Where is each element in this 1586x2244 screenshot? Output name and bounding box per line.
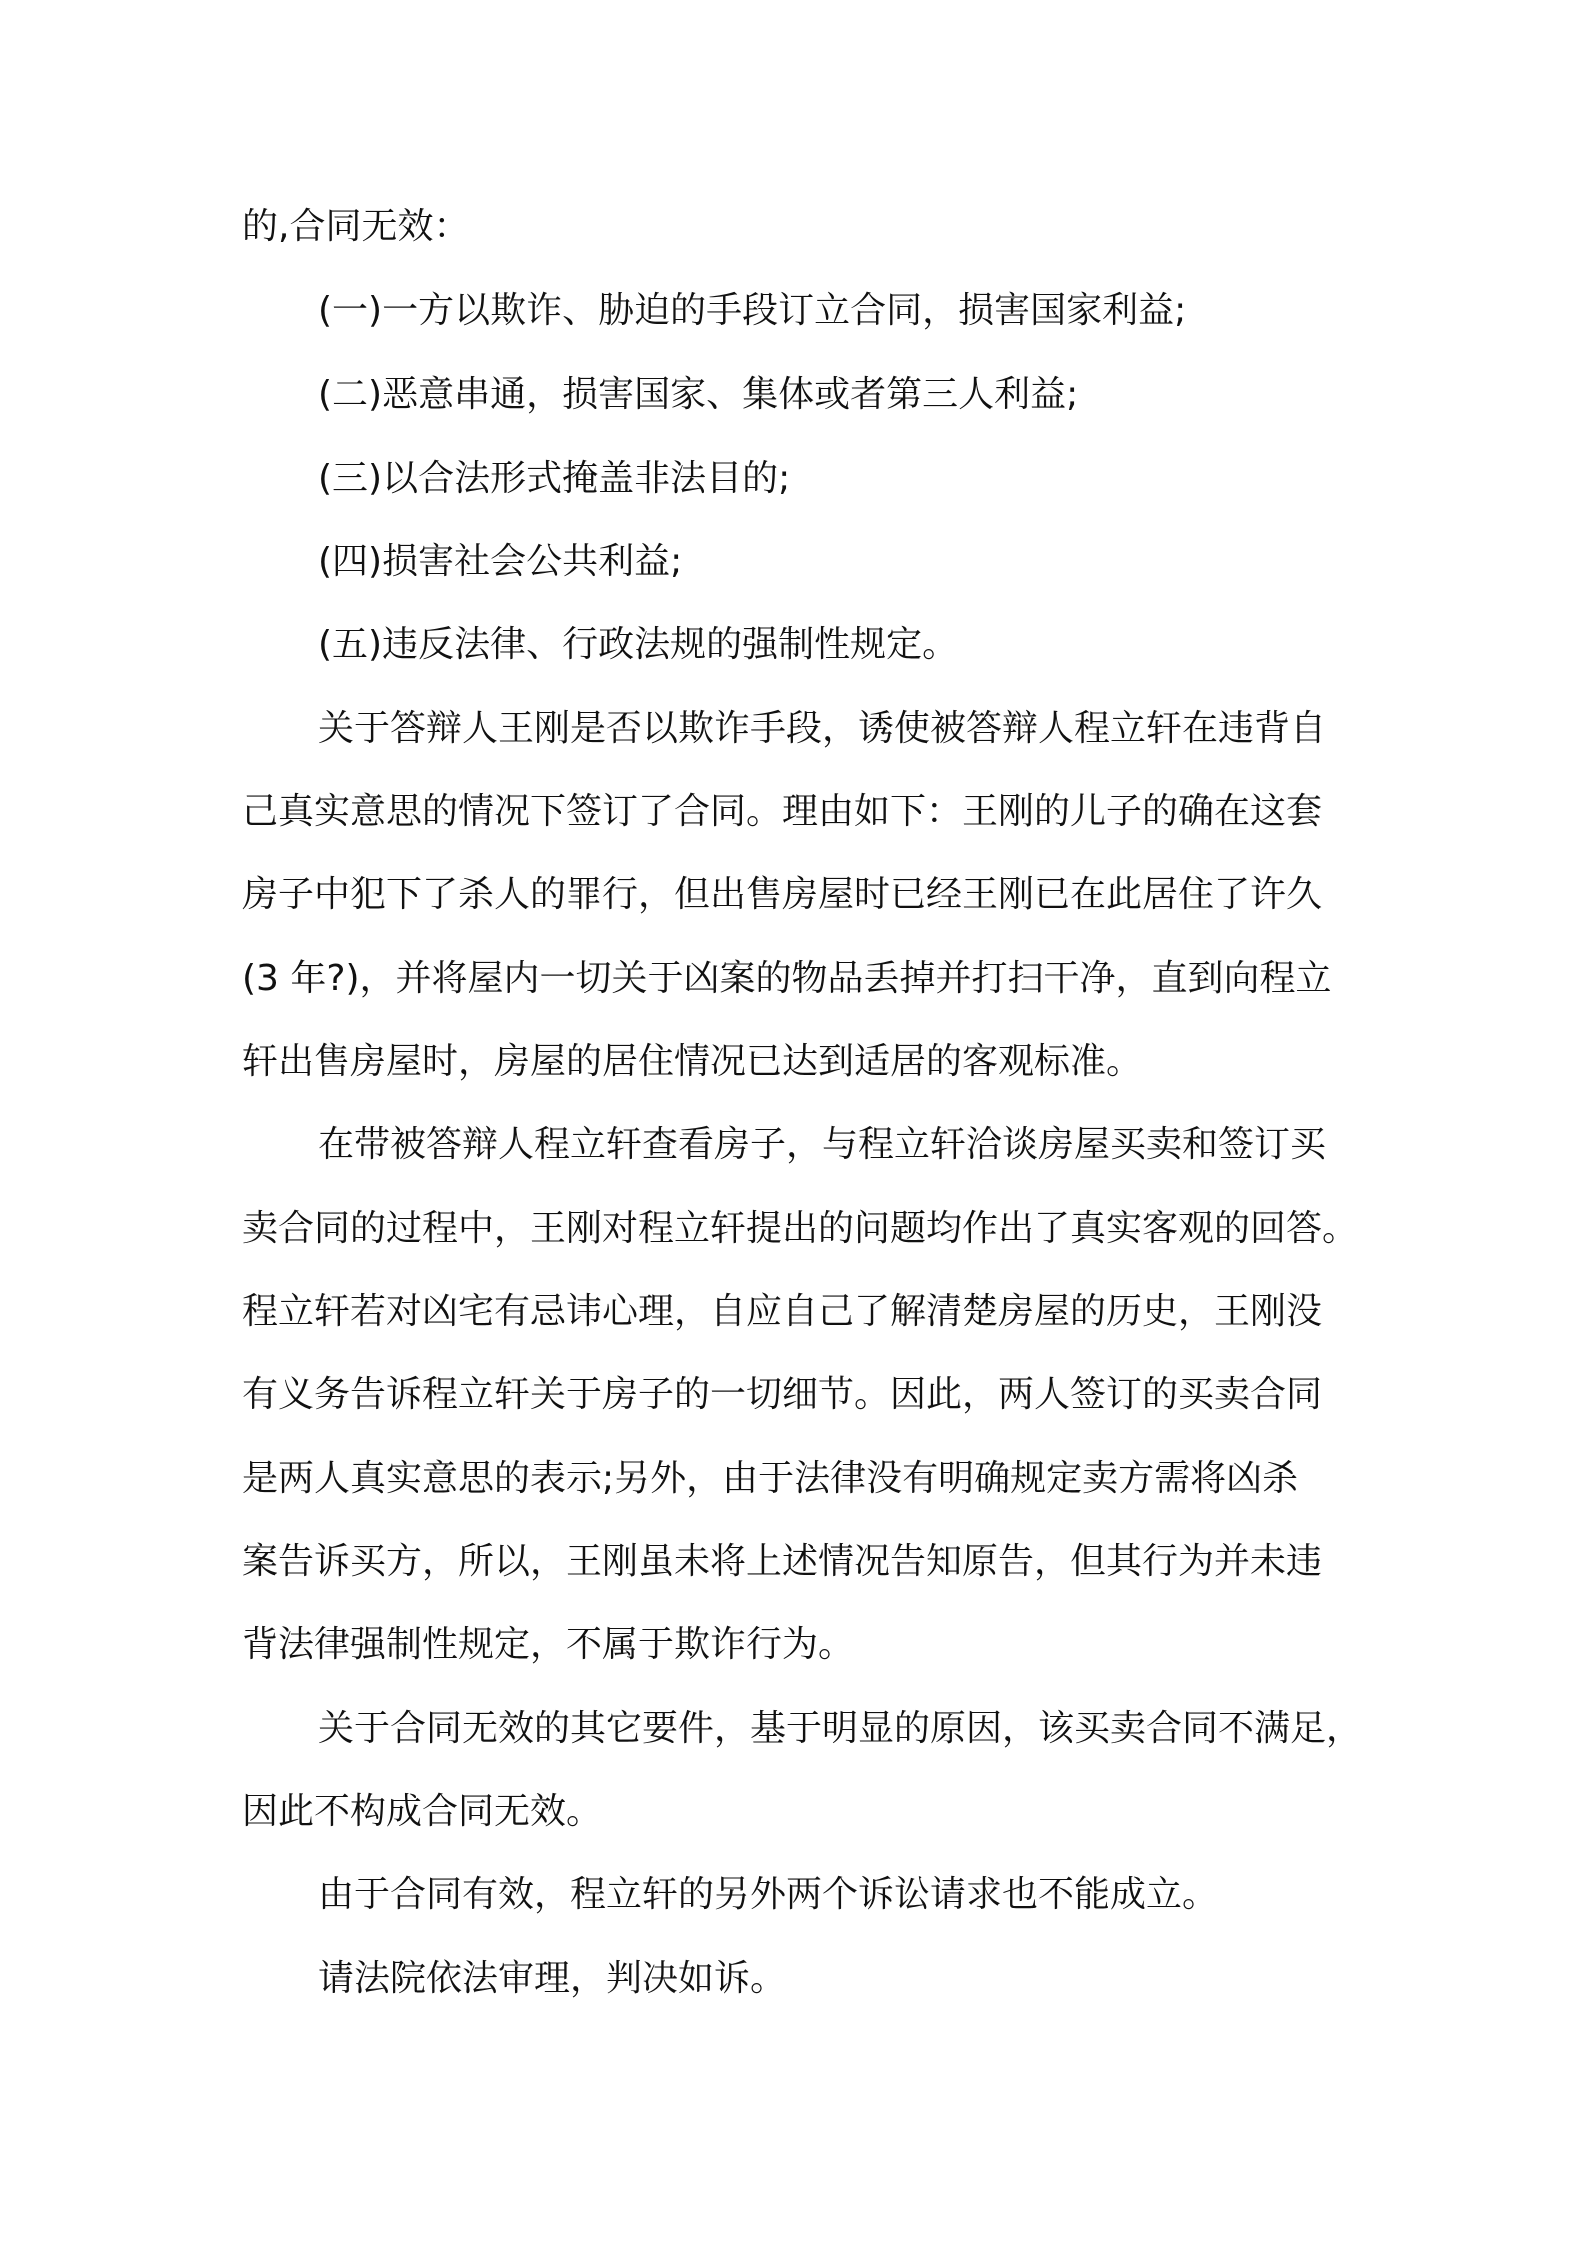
paragraph-viewing-line: 背法律强制性规定，不属于欺诈行为。 [242,1624,855,1665]
list-item-three: (三)以合法形式掩盖非法目的; [318,458,791,499]
text-line-continuation: 的,合同无效： [242,206,470,247]
paragraph-other-elements: 关于合同无效的其它要件，基于明显的原因，该买卖合同不满足， [318,1708,1363,1749]
paragraph-viewing-line: 是两人真实意思的表示;另外，由于法律没有明确规定卖方需将凶杀 [242,1458,1299,1499]
paragraph-viewing-line: 卖合同的过程中，王刚对程立轩提出的问题均作出了真实客观的回答。 [242,1208,1359,1249]
list-item-five: (五)违反法律、行政法规的强制性规定。 [318,624,959,665]
paragraph-viewing-line: 程立轩若对凶宅有忌讳心理，自应自己了解清楚房屋的历史，王刚没 [242,1291,1323,1332]
paragraph-other-elements: 因此不构成合同无效。 [242,1791,603,1832]
paragraph-fraud-line: 关于答辩人王刚是否以欺诈手段，诱使被答辩人程立轩在违背自 [318,708,1327,749]
paragraph-fraud-line: 房子中犯下了杀人的罪行，但出售房屋时已经王刚已在此居住了许久 [242,874,1323,915]
list-item-one: (一)一方以欺诈、胁迫的手段订立合同，损害国家利益; [318,290,1187,331]
list-item-two: (二)恶意串通，损害国家、集体或者第三人利益; [318,374,1079,415]
paragraph-fraud-line: 轩出售房屋时，房屋的居住情况已达到适居的客观标准。 [242,1041,1143,1082]
paragraph-viewing-line: 有义务告诉程立轩关于房子的一切细节。因此，两人签订的买卖合同 [242,1374,1323,1415]
paragraph-fraud-line: (3 年?)，并将屋内一切关于凶案的物品丢掉并打扫干净，直到向程立 [242,958,1332,999]
paragraph-viewing-line: 案告诉买方，所以，王刚虽未将上述情况告知原告，但其行为并未违 [242,1541,1323,1582]
paragraph-closing-request: 请法院依法审理，判决如诉。 [318,1958,787,1999]
paragraph-contract-valid: 由于合同有效，程立轩的另外两个诉讼请求也不能成立。 [318,1874,1219,1915]
list-item-four: (四)损害社会公共利益; [318,541,683,582]
paragraph-viewing-line: 在带被答辩人程立轩查看房子，与程立轩洽谈房屋买卖和签订买 [318,1124,1327,1165]
paragraph-fraud-line: 己真实意思的情况下签订了合同。理由如下：王刚的儿子的确在这套 [242,791,1323,832]
